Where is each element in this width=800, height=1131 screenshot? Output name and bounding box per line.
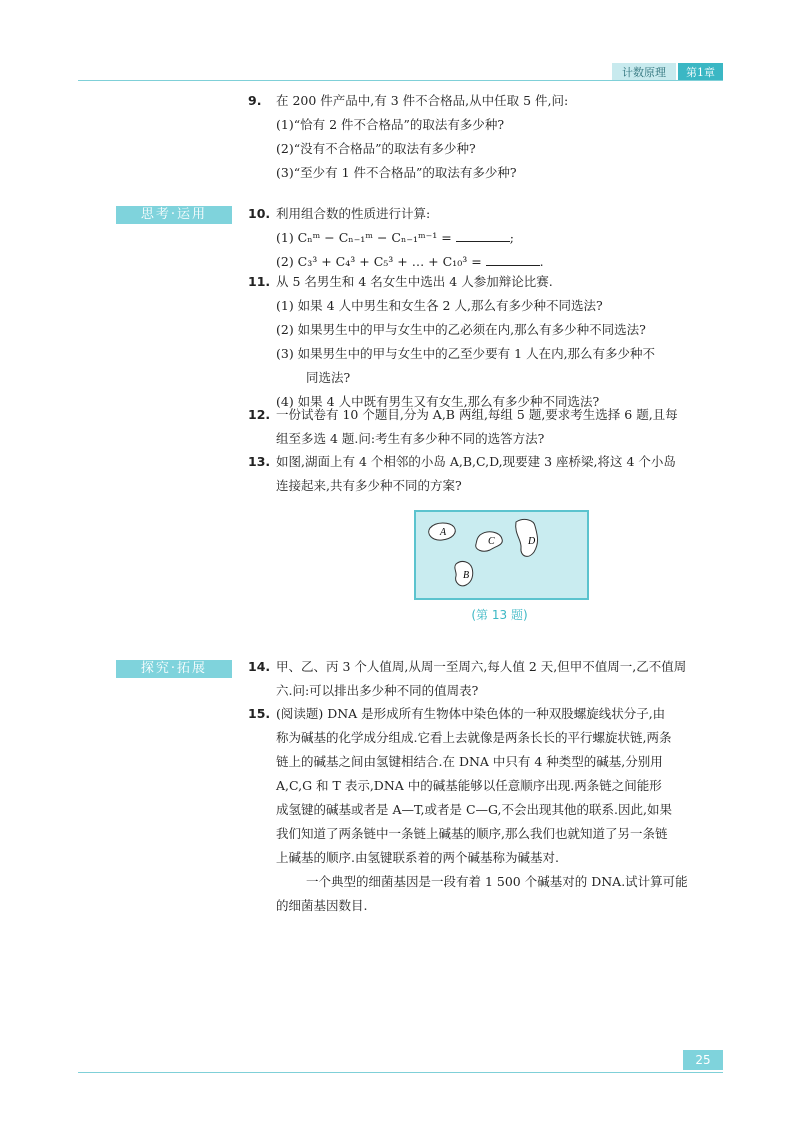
problem-text: 连接起来,共有多少种不同的方案? [276, 478, 462, 493]
islands-diagram [416, 512, 587, 598]
problem-text: 上碱基的顺序.由氢键联系着的两个碱基称为碱基对. [276, 850, 559, 865]
answer-blank [486, 253, 540, 266]
problem-stem: 在 200 件产品中,有 3 件不合格品,从中任取 5 件,问: [276, 93, 569, 108]
island-label-d: D [528, 536, 536, 547]
chapter-name: 计数原理 [612, 63, 676, 80]
problem-text: 链上的碱基之间由氢键相结合.在 DNA 中只有 4 种类型的碱基,分别用 [276, 754, 663, 769]
problem-13 [248, 450, 728, 498]
problem-number: 14. [248, 659, 271, 674]
subquestion: (2)“没有不合格品”的取法有多少种? [276, 141, 476, 156]
island-label-b: B [463, 570, 470, 581]
problem-stem: 从 5 名男生和 4 名女生中选出 4 人参加辩论比赛. [276, 274, 553, 289]
problem-number: 15. [248, 706, 271, 721]
problem-text: 成氢键的碱基或者是 A—T,或者是 C—G,不会出现其他的联系.因此,如果 [276, 802, 672, 817]
problem-text: A,C,G 和 T 表示,DNA 中的碱基能够以任意顺序出现.两条链之间能形 [276, 778, 662, 793]
subquestion: (3) 如果男生中的甲与女生中的乙至少要有 1 人在内,那么有多少种不 [276, 346, 656, 361]
problem-text: (阅读题) DNA 是形成所有生物体中染色体的一种双股螺旋线状分子,由 [276, 706, 666, 721]
problem-12 [248, 403, 728, 451]
problem-text: 如图,湖面上有 4 个相邻的小岛 A,B,C,D,现要建 3 座桥梁,将这 4 个小岛 [276, 454, 676, 469]
formula-2: (2) C₃³ + C₄³ + C₅³ + … + C₁₀³ = [276, 254, 482, 269]
chapter-tab [612, 63, 723, 80]
problem-10 [248, 202, 728, 274]
problem-text: 我们知道了两条链中一条链上碱基的顺序,那么我们也就知道了另一条链 [276, 826, 668, 841]
chapter-number: 第1章 [678, 63, 723, 80]
figure-caption: (第 13 题) [471, 608, 528, 622]
subquestion: (3)“至少有 1 件不合格品”的取法有多少种? [276, 165, 517, 180]
problem-text: 称为碱基的化学成分组成.它看上去就像是两条长长的平行螺旋状链,两条 [276, 730, 672, 745]
island-label-a: A [440, 527, 447, 538]
problem-15 [248, 702, 728, 918]
problem-number: 12. [248, 407, 271, 422]
punctuation: . [539, 254, 544, 269]
header-rule [78, 80, 723, 81]
section-label-explore: 探究·拓展 [116, 660, 232, 678]
problem-text: 六.问:可以排出多少种不同的值周表? [276, 683, 479, 698]
section-label-think: 思考·运用 [116, 206, 232, 224]
page-number: 25 [683, 1050, 723, 1070]
problem-text: 组至多选 4 题.问:考生有多少种不同的选答方法? [276, 431, 545, 446]
subquestion: (2) 如果男生中的甲与女生中的乙必须在内,那么有多少种不同选法? [276, 322, 646, 337]
problem-14 [248, 655, 728, 703]
problem-11 [248, 270, 728, 414]
problem-text: 一份试卷有 10 个题目,分为 A,B 两组,每组 5 题,要求考生选择 6 题,且每 [276, 407, 678, 422]
punctuation: ; [509, 230, 514, 245]
problem-text: 的细菌基因数目. [276, 898, 368, 913]
problem-number: 9. [248, 93, 262, 108]
answer-blank [456, 229, 510, 242]
problem-stem: 利用组合数的性质进行计算: [276, 206, 431, 221]
subquestion-continued: 同选法? [306, 370, 351, 385]
problem-text: 一个典型的细菌基因是一段有着 1 500 个碱基对的 DNA.试计算可能 [306, 874, 688, 889]
formula-1: (1) Cₙᵐ − Cₙ₋₁ᵐ − Cₙ₋₁ᵐ⁻¹ = [276, 230, 452, 245]
subquestion: (4) 如果 4 人中既有男生又有女生,那么有多少种不同选法? [276, 394, 600, 409]
problem-text: 甲、乙、丙 3 个人值周,从周一至周六,每人值 2 天,但甲不值周一,乙不值周 [276, 659, 687, 674]
subquestion [248, 226, 728, 250]
subquestion: (1) 如果 4 人中男生和女生各 2 人,那么有多少种不同选法? [276, 298, 603, 313]
problem-number: 13. [248, 454, 271, 469]
lake-figure [414, 510, 589, 600]
problem-9 [248, 89, 728, 185]
problem-number: 11. [248, 274, 271, 289]
subquestion: (1)“恰有 2 件不合格品”的取法有多少种? [276, 117, 505, 132]
footer-rule [78, 1072, 723, 1073]
problem-number: 10. [248, 206, 271, 221]
island-label-c: C [488, 536, 495, 547]
